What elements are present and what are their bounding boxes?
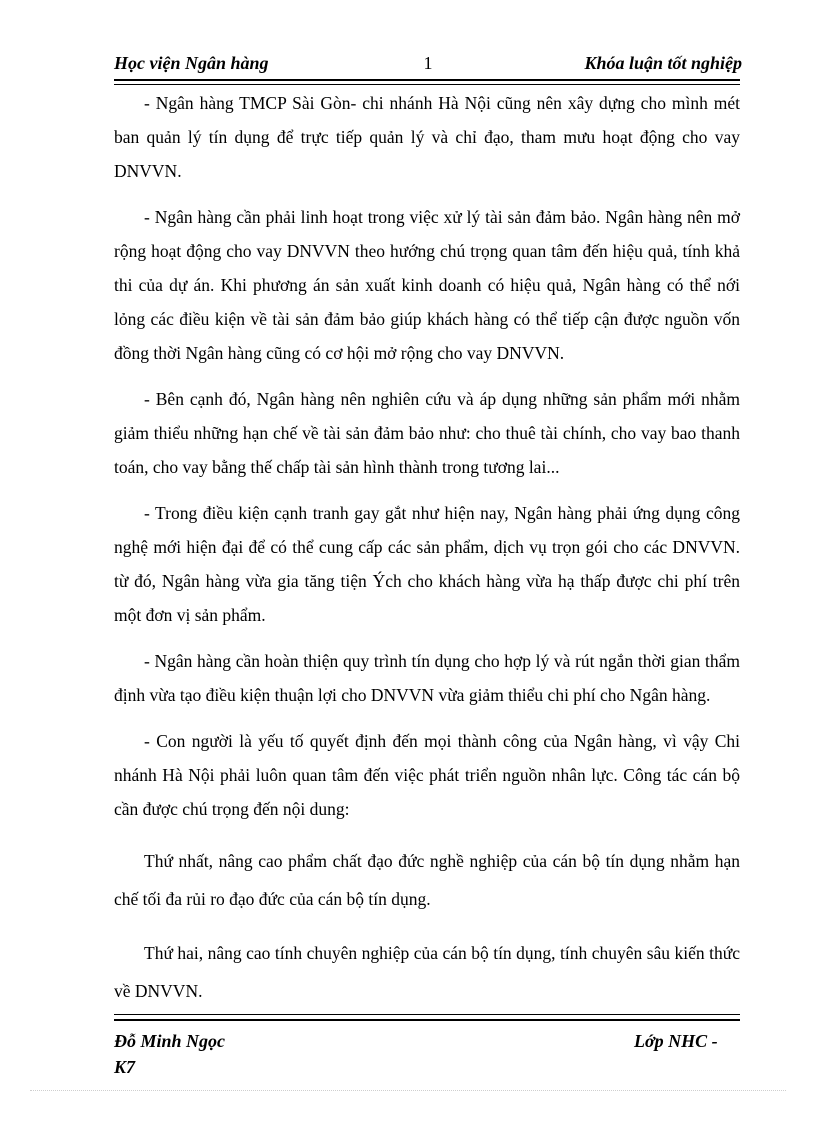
- header-institution: Học viện Ngân hàng: [114, 53, 269, 73]
- paragraph-first-point: Thứ nhất, nâng cao phẩm chất đạo đức nghề nghiệp của cán bộ tín dụng nhằm hạn chế tối đa rủi ro đạo đức của cán bộ tín dụng.: [114, 851, 740, 909]
- paragraph-credit-process: - Ngân hàng cần hoàn thiện quy trình tín dụng cho hợp lý và rút ngắn thời gian thẩm định vừa tạo điều kiện thuận lợi cho DNVVN vừa giảm thiểu chi phí cho Ngân hàng.: [114, 651, 740, 705]
- paragraph-human-resources: - Con người là yếu tố quyết định đến mọi thành công của Ngân hàng, vì vậy Chi nhánh Hà Nội phải luôn quan tâm đến việc phát triển nguồn nhân lực. Công tác cán bộ cần được chú trọng đến nội dung:: [114, 731, 740, 819]
- header-document-type: Khóa luận tốt nghiệp: [584, 53, 742, 73]
- footer-rule-thin: [114, 1014, 740, 1015]
- document-body: [114, 86, 740, 1010]
- footer-class: Lớp NHC -: [634, 1031, 718, 1051]
- footer-author-name: Đỗ Minh Ngọc: [114, 1031, 226, 1051]
- footer-rule-thick: [114, 1019, 740, 1021]
- footer-author-cohort: K7: [114, 1057, 136, 1077]
- paragraph-collateral-flexibility: - Ngân hàng cần phải linh hoạt trong việc xử lý tài sản đảm bảo. Ngân hàng nên mở rộng hoạt động cho vay DNVVN theo hướng chú trọng quan tâm đến hiệu quả, tính khả thi của dự án. Khi phương án sản xuất kinh doanh có hiệu quả, Ngân hàng có thể nới lỏng các điều kiện về tài sản đảm bảo giúp khách hàng có thể tiếp cận được nguồn vốn đồng thời Ngân hàng cũng có cơ hội mở rộng cho vay DNVVN.: [114, 207, 740, 363]
- paragraph-management-board: - Ngân hàng TMCP Sài Gòn- chi nhánh Hà Nội cũng nên xây dựng cho mình mét ban quản lý tín dụng để trực tiếp quản lý và chỉ đạo, tham mưu hoạt động cho vay DNVVN.: [114, 93, 740, 181]
- paragraph-new-products: - Bên cạnh đó, Ngân hàng nên nghiên cứu và áp dụng những sản phẩm mới nhằm giảm thiểu những hạn chế về tài sản đảm bảo như: cho thuê tài chính, cho vay bao thanh toán, cho vay bằng thế chấp tài sản hình thành trong tương lai...: [114, 389, 740, 477]
- header-rule-thick: [114, 79, 740, 81]
- header-rule-thin: [114, 84, 740, 85]
- paragraph-technology: - Trong điều kiện cạnh tranh gay gắt như hiện nay, Ngân hàng phải ứng dụng công nghệ mới hiện đại để có thể cung cấp các sản phẩm, dịch vụ trọn gói cho các DNVVN. từ đó, Ngân hàng vừa gia tăng tiện Ých cho khách hàng vừa hạ thấp được chi phí trên một đơn vị sản phẩm.: [114, 503, 740, 625]
- footer-author: [114, 1028, 225, 1080]
- page-bottom-divider: [30, 1090, 786, 1091]
- paragraph-second-point: Thứ hai, nâng cao tính chuyên nghiệp của cán bộ tín dụng, tính chuyên sâu kiến thức về DNVVN.: [114, 943, 740, 1001]
- page-number: 1: [423, 53, 433, 73]
- page-header: [114, 53, 742, 77]
